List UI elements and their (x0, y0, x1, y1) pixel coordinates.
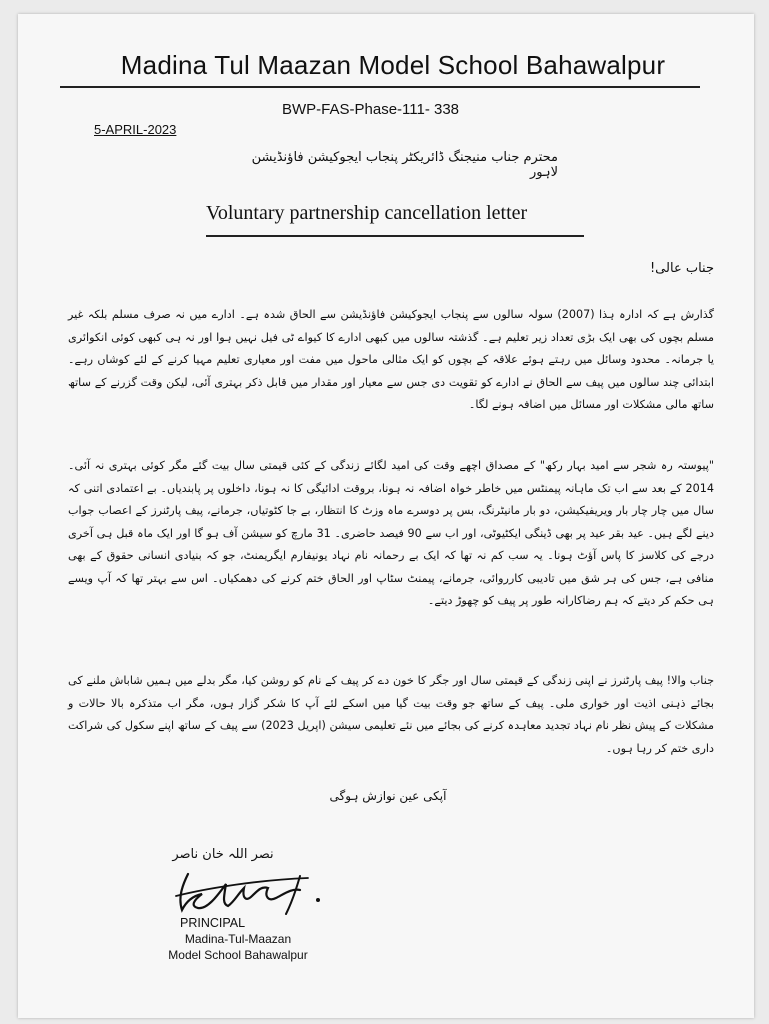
subject-underline (206, 235, 584, 237)
closing-line: آپکی عین نوازش ہوگی (329, 789, 447, 803)
signatory-line-1: Madina-Tul-Maazan (184, 932, 292, 946)
paragraph-2: "پیوستہ رہ شجر سے امید بہار رکھ" کے مصداق اچھے وقت کی امید لگائے زندگی کے کئی قیمتی سال بیت گئے مگر کوئی بہتری نہ آئی۔ 2014 کے بعد سے اب تک ماہانہ پیمنٹس میں خاطر خواہ اضافہ نہ ہونا، بروقت ادائیگی کا نہ ہونا، داخلوں پر پابندیاں۔ بے اعتمادی اتنی کہ سال میں چار چار بار ویریفیکیشن، دو بار مانیٹرنگ، بس پر دوسرے ماہ وزٹ کا انتظار، بے جا کٹوتیاں، جرمانے، پیف پارٹنرز کے اعصاب جواب دینے لگے ہیں۔ عید بقر عید پر بھی ڈینگی ایکٹیوٹی، اور اب سے 90 فیصد حاضری۔ 31 مارچ کو سیشن آف ہو گا اور ایک ماہ قبل ہی آخری درجے کی کلاسز کا پاس آؤٹ ہونا۔ یہ سب کم نہ تھا کہ ایک بے رحمانہ نام نہاد یونیفارم ایگریمنٹ، جو کہ بنیادی انسانی حقوق کے بھی منافی ہے، جس کی ہر شق میں تادیبی کارروائی، جرمانے، پیمنٹ سٹاپ اور الحاق ختم کرنے کی دھمکیاں۔ اس سے بہتر تھا کہ آپ ویسے ہی حکم کر دیتے کہ ہم رضاکارانہ طور پر پیف کو چھوڑ دیتے۔ (68, 459, 714, 607)
reference-number: BWP-FAS-Phase-111- 338 (282, 101, 460, 118)
paragraph-3: جناب والا! پیف پارٹنرز نے اپنی زندگی کے قیمتی سال اور جگر کا خون دے کر پیف کے نام کو روشن کیا، مگر بدلے میں ہمیں شاباش ملنے کی بجائے ذہنی اذیت اور خواری ملی۔ پیف کے ساتھ جو وقت بیت گیا میں اسکے لئے آپ کا شکر گزار ہوں، مگر اب متذکرہ بالا حالات و مشکلات کے پیش نظر نام نہاد تجدید معاہدہ کرنے کی بجائے میں نئے تعلیمی سیشن (اپریل 2023) سے پیف کے ساتھ اپنے سکول کی شراکت داری ختم کر رہا ہوں۔ (68, 674, 714, 755)
letter-date: 5-APRIL-2023 (94, 122, 177, 137)
signatory-name-urdu: نصر اللہ خان ناصر (172, 847, 274, 862)
salutation: جناب عالی! (649, 261, 714, 276)
paragraph-1: گذارش ہے کہ ادارہ ہذا (2007) سولہ سالوں سے پنجاب ایجوکیشن فاؤنڈیشن سے الحاق شدہ ہے۔ ادارے میں نہ صرف مسلم بلکہ غیر مسلم بچوں کی بھی ایک بڑی تعداد زیر تعلیم ہے۔ گذشتہ سالوں میں کبھی ادارے کا کیواے ٹی فیل نہیں ہوا اور نہ ہی کبھی کوئی انکوائری یا جرمانہ۔ محدود وسائل میں رہتے ہوئے علاقہ کے بچوں کو ایک مثالی ماحول میں مفت اور معیاری تعلیم مہیا کرنے کے لئے کوشاں رہے۔ ابتدائی چند سالوں میں پیف سے الحاق نے ادارے کو تقویت دی جس سے معیار اور مقدار میں قابل ذکر بہتری آئی، لیکن وقت گزرنے کے ساتھ ساتھ مالی مشکلات اور مسائل میں اضافہ ہونے لگا۔ (68, 308, 714, 411)
signatory-line-2: Model School Bahawalpur (168, 948, 308, 962)
principal-title: PRINCIPAL (180, 916, 246, 930)
subject-line: Voluntary partnership cancellation letter (206, 202, 528, 224)
header-divider (60, 86, 700, 88)
school-name-heading: Madina Tul Maazan Model School Bahawalpur (120, 50, 666, 80)
addressee-line: محترم جناب منیجنگ ڈائریکٹر پنجاب ایجوکیشن فاؤنڈیشن لاہور (251, 150, 558, 180)
letter-page (18, 14, 754, 1018)
